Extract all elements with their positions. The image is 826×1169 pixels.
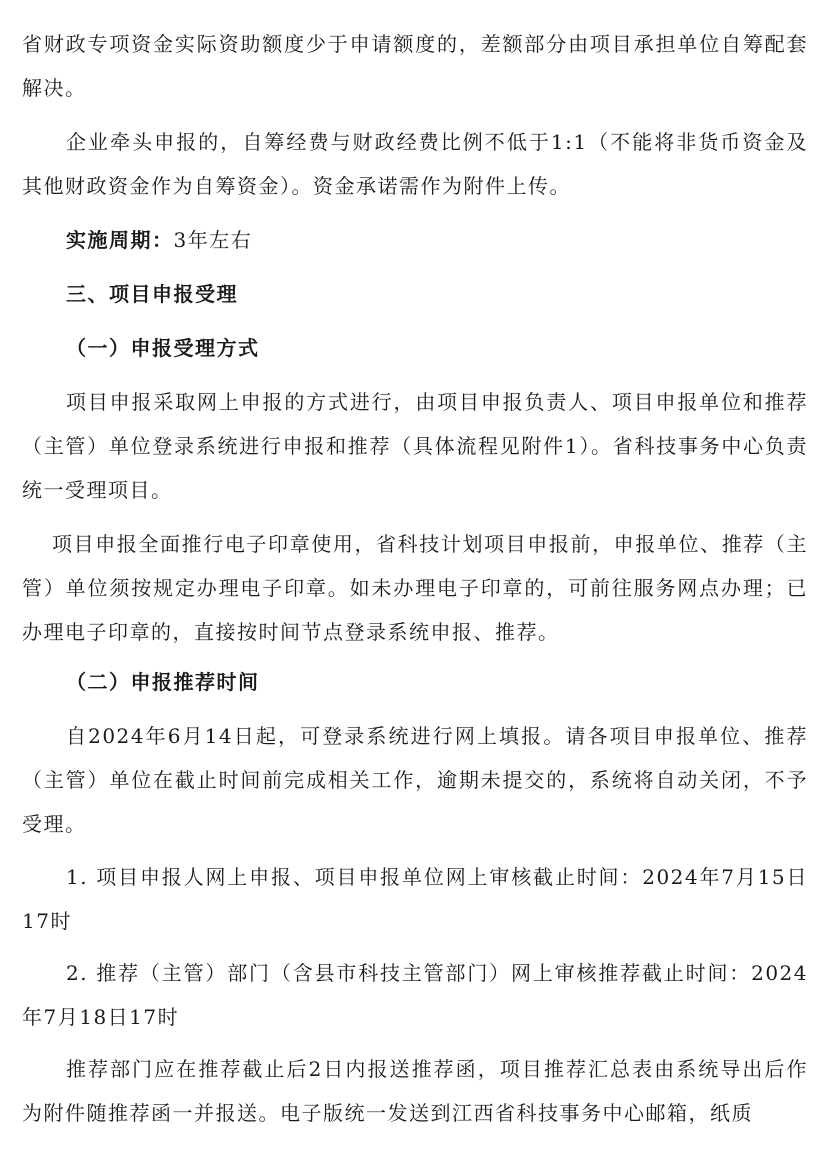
paragraph-online-application: 项目申报采取网上申报的方式进行，由项目申报负责人、项目申报单位和推荐（主管）单位登录系统进行申报和推荐（具体流程见附件1）。省科技事务中心负责统一受理项目。 (22, 390, 808, 502)
paragraph-electronic-seal: 项目申报全面推行电子印章使用，省科技计划项目申报前，申报单位、推荐（主管）单位须按规定办理电子印章。如未办理电子印章的，可前往服务网点办理；已办理电子印章的，直接按时间节点登录系统申报、推荐。 (22, 532, 808, 644)
implementation-period-label: 实施周期： (66, 228, 174, 252)
paragraph-application-start: 自2024年6月14日起，可登录系统进行网上填报。请各项目申报单位、推荐（主管）单位在截止时间前完成相关工作，逾期未提交的，系统将自动关闭，不予受理。 (22, 724, 808, 836)
paragraph-self-funding-ratio: 企业牵头申报的，自筹经费与财政经费比例不低于1:1（不能将非货币资金及其他财政资金作为自筹资金）。资金承诺需作为附件上传。 (22, 130, 808, 198)
paragraph-deadline-1: 1. 项目申报人网上申报、项目申报单位网上审核截止时间：2024年7月15日17时 (22, 865, 808, 933)
paragraph-recommendation-letter: 推荐部门应在推荐截止后2日内报送推荐函，项目推荐汇总表由系统导出后作为附件随推荐函一并报送。电子版统一发送到江西省科技事务中心邮箱，纸质 (22, 1057, 808, 1125)
paragraph-deadline-2: 2. 推荐（主管）部门（含县市科技主管部门）网上审核推荐截止时间：2024年7月18日17时 (22, 961, 808, 1029)
subsection-heading-1: （一）申报受理方式 (66, 336, 260, 360)
section-heading-3: 三、项目申报受理 (66, 282, 238, 306)
paragraph-implementation-period (22, 218, 808, 262)
paragraph-funding-shortfall: 省财政专项资金实际资助额度少于申请额度的，差额部分由项目承担单位自筹配套解决。 (22, 32, 808, 100)
subsection-heading-2: （二）申报推荐时间 (66, 670, 260, 694)
implementation-period-value: 3年左右 (173, 228, 253, 252)
